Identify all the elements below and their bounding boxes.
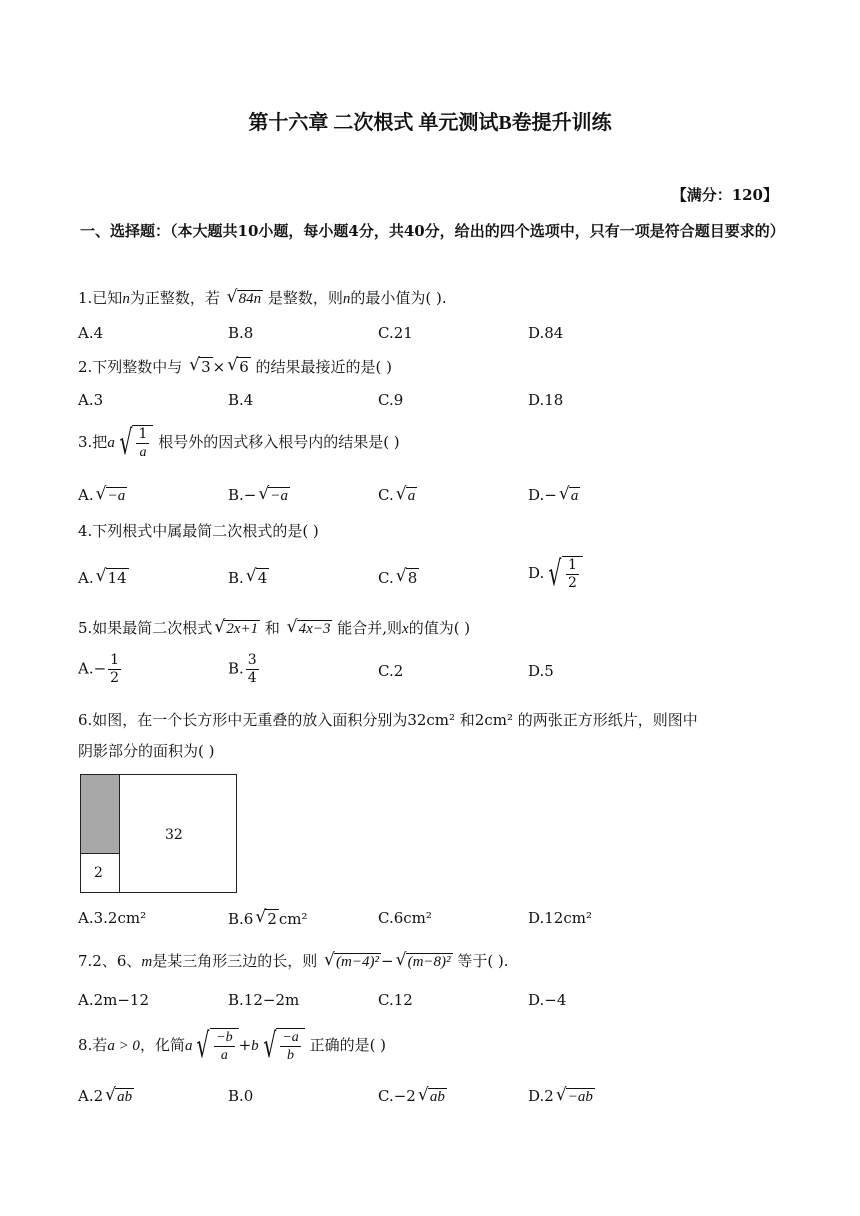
score-label: 【满分：120】	[671, 186, 778, 204]
q8-cond: a > 0	[107, 1038, 140, 1054]
q7-option-c: C.12	[378, 991, 413, 1009]
q7-minus: −	[381, 952, 394, 970]
q8-post: 正确的是( )	[309, 1036, 387, 1054]
q7-radical-1: √ (m−4)²	[324, 950, 379, 970]
q1-option-c: C.21	[378, 324, 413, 342]
q5-mid: 和	[264, 619, 280, 637]
q1-option-b: B.8	[228, 324, 254, 342]
q6-option-c: C.6cm²	[378, 909, 432, 927]
q5-option-b: B. $\frac{3}{4}$	[228, 652, 257, 686]
q6-option-a: A.3.2cm²	[78, 909, 147, 927]
big-square-label: 32	[165, 827, 183, 843]
q8-a-var: a	[184, 1038, 193, 1054]
q7-option-b: B.12−2m	[228, 991, 300, 1009]
question-8	[78, 1028, 386, 1064]
q8-option-a: A.2 √ ab	[78, 1085, 133, 1105]
small-square	[81, 854, 120, 892]
q4-option-d: D. √ $\frac{1}{2}$	[528, 556, 583, 592]
q6-option-d: D.12cm²	[528, 909, 592, 927]
q8-option-c: C.−2 √ ab	[378, 1085, 445, 1105]
question-6-line-2: 阴影部分的面积为( )	[78, 742, 215, 760]
q1-radical: √ 84n	[226, 287, 262, 307]
question-4: 4.下列根式中属最简二次根式的是( )	[78, 522, 319, 540]
q7-pre: 7.2、6、	[78, 952, 142, 970]
q5-post1: 能合并,则	[337, 619, 403, 637]
q3-option-c: C. √ a	[378, 484, 416, 504]
q8-b-var: b	[251, 1038, 259, 1054]
q3-post: 根号外的因式移入根号内的结果是( )	[158, 433, 400, 451]
question-5	[78, 617, 470, 638]
section-heading: 一、选择题：（本大题共10小题，每小题4分，共40分，给出的四个选项中，只有一项是符合题目要求的）	[80, 222, 785, 240]
q3-option-a: A. √ −a	[78, 484, 126, 504]
q1-mid1: 为正整数，若	[129, 289, 220, 307]
q5-x: x	[402, 621, 409, 637]
q7-option-a: A.2m−12	[78, 991, 150, 1009]
q5-post2: 的值为( )	[408, 619, 471, 637]
q7-m: m	[141, 954, 153, 970]
page-title: 第十六章 二次根式 单元测试B卷提升训练	[248, 112, 612, 134]
q5-pre: 5.如果最简二次根式	[78, 619, 213, 637]
q8-radical-2: √ $\frac{-a}{b}$	[259, 1028, 305, 1064]
q8-pre: 8.若	[78, 1036, 108, 1054]
q5-option-c: C.2	[378, 662, 404, 680]
q2-post: 的结果最接近的是( )	[255, 358, 393, 376]
q5-radical-2: √ 4x−3	[286, 617, 331, 637]
question-1	[78, 287, 447, 308]
q7-post: 等于( ).	[457, 952, 509, 970]
q2-times: ×	[212, 358, 226, 376]
q1-pre: 1.已知	[78, 289, 123, 307]
q1-option-a: A.4	[78, 324, 104, 342]
q7-radical-2: √ (m−8)²	[395, 950, 451, 970]
q5-option-d: D.5	[528, 662, 554, 680]
q7-option-d: D.−4	[528, 991, 567, 1009]
q3-a-var: a	[107, 435, 115, 451]
q2-radical-1: √ 3	[189, 355, 211, 376]
q5-option-a: A.− $\frac{1}{2}$	[78, 652, 120, 686]
q1-n2: n	[342, 291, 351, 307]
q3-option-b: B.− √ −a	[228, 484, 288, 504]
q8-radical-1: √ $\frac{-b}{a}$	[192, 1028, 238, 1064]
q2-option-c: C.9	[378, 391, 404, 409]
q2-radical-2: √ 6	[227, 355, 249, 376]
question-2	[78, 356, 392, 377]
q4-option-a: A. √ 14	[78, 566, 127, 587]
q2-pre: 2.下列整数中与	[78, 358, 183, 376]
shaded-region	[81, 775, 120, 854]
question-6-line-1: 6.如图，在一个长方形中无重叠的放入面积分别为32cm² 和2cm² 的两张正方形纸片，则图中	[78, 711, 698, 729]
question-3	[78, 425, 400, 461]
question-7	[78, 950, 509, 971]
q7-mid: 是某三角形三边的长，则	[152, 952, 318, 970]
q3-pre: 3.把	[78, 433, 108, 451]
q3-option-d: D.− √ a	[528, 484, 579, 504]
q2-option-d: D.18	[528, 391, 564, 409]
q8-plus: +	[238, 1036, 252, 1054]
rectangle-figure	[80, 774, 237, 893]
q1-option-d: D.84	[528, 324, 564, 342]
q8-option-b: B.0	[228, 1087, 254, 1105]
q1-n: n	[122, 291, 130, 307]
small-square-label: 2	[94, 865, 103, 881]
q2-option-a: A.3	[78, 391, 104, 409]
q1-post: 的最小值为( ).	[350, 289, 447, 307]
q8-option-d: D.2 √ −ab	[528, 1085, 593, 1105]
q1-mid2: 是整数，则	[267, 289, 343, 307]
q4-option-c: C. √ 8	[378, 566, 418, 587]
q6-option-b: B.6 √ 2 cm²	[228, 907, 308, 928]
q5-radical-1: √ 2x+1	[214, 617, 259, 637]
q8-mid: ，化简	[139, 1036, 185, 1054]
q3-radical: √ $\frac{1}{a}$	[115, 425, 154, 461]
q2-option-b: B.4	[228, 391, 254, 409]
q4-option-b: B. √ 4	[228, 566, 268, 587]
